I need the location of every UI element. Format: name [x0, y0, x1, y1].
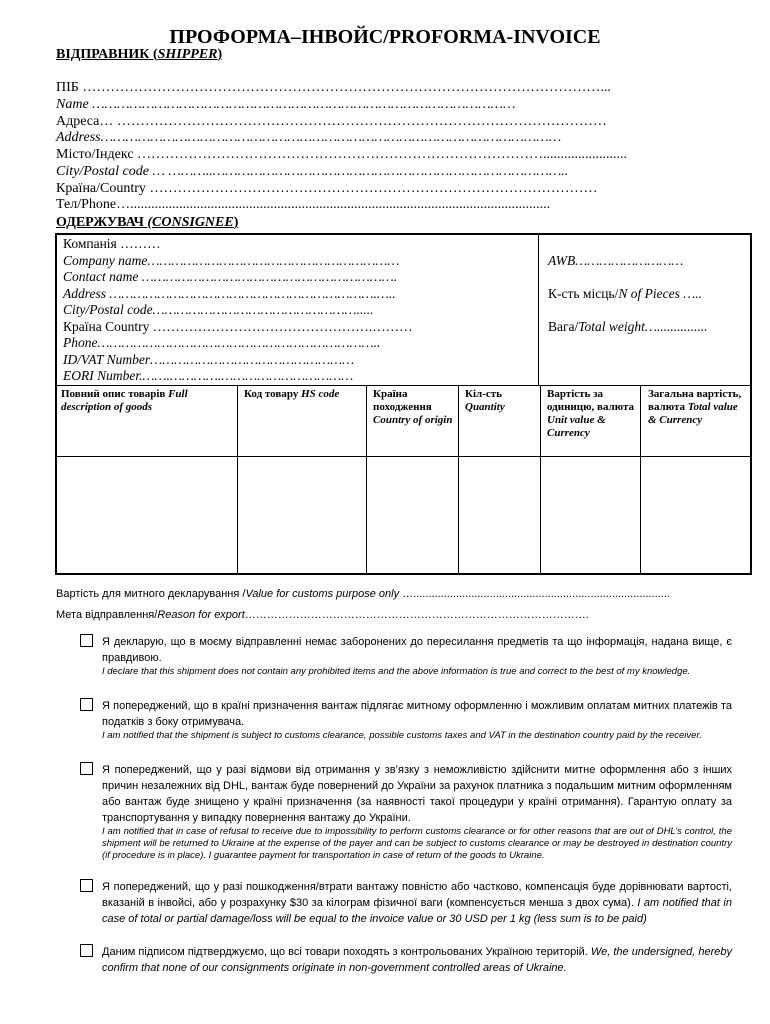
consignee-heading: ОДЕРЖУВАЧ (CONSIGNEE)	[56, 215, 239, 230]
shipper-address-field[interactable]: Address…………………………………………………………………………………………………	[56, 130, 562, 145]
consignee-city-field[interactable]: City/Postal code…………………………………………….....	[63, 302, 374, 317]
col-header-hs-code: Код товару HS code	[244, 388, 340, 400]
cell-total-value[interactable]	[641, 458, 750, 573]
pieces-field[interactable]: К-сть місць/N of Pieces …..	[548, 286, 702, 301]
shipper-name-field[interactable]: Name …………………………………………………………………………………………	[56, 97, 516, 112]
page-title: ПРОФОРМА–ІНВОЙС/PROFORMA-INVOICE	[169, 26, 601, 48]
declaration-1-checkbox[interactable]	[80, 634, 93, 647]
declaration-3-text: Я попереджений, що у разі відмови від отримання у зв’язку з неможливістю здійснити митне оформлення або з інших причин незалежних від DHL, вантаж буде повернений до України за рахунок платника з подальшим митним оформленням або вантаж буде знищено у країні призначення (за наявності такої процедури у країні отримання). Гарантую оплату за транспортування у випадку повернення вантажу до України. I am notified that in case of refusal to receive due to impossibility to perform customs clearance or for other reasons that are out of DHL’s control, the shipment will be returned to Ukraine at the expense of the payer and can be subject to customs clearance or may be destroyed in destination country (if procedure is in place). I guarantee payment for transportation in case of return of the goods to Ukraine.	[102, 764, 732, 861]
col-header-quantity: Кіл-сть Quantity	[465, 388, 505, 413]
col-header-description: Повний опис товарів Full description of goods	[61, 388, 188, 413]
shipper-country-field[interactable]: Країна/Country ……………………………………………………………………………………	[56, 181, 598, 196]
shipper-heading: ВІДПРАВНИК (SHIPPER)	[56, 47, 223, 62]
reason-export-field[interactable]: Мета відправлення/Reason for export………………………………………………………………………………….	[56, 609, 589, 621]
consignee-company-field[interactable]: Company name………………………………………………………	[63, 253, 400, 268]
shipper-address-ua-field[interactable]: Адреса… ……………………………………………………………………………………………	[56, 114, 607, 129]
customs-value-field[interactable]: Вартість для митного декларування /Value for customs purpose only …....................................................................................	[56, 588, 670, 600]
declaration-2-checkbox[interactable]	[80, 698, 93, 711]
col-header-total-value: Загальна вартість, валюта Total value & Currency	[648, 388, 742, 426]
consignee-eori-field[interactable]: EORI Number.…….………….……………………………	[63, 368, 354, 383]
consignee-contact-field[interactable]: Contact name ……………………………………………………….	[63, 269, 398, 284]
consignee-country-field[interactable]: Країна Country ………………………………………….………	[63, 319, 413, 334]
cell-unit-value[interactable]	[541, 458, 639, 573]
col-header-unit-value: Вартість за одиницю, валюта Unit value & Currency	[547, 388, 635, 439]
cell-country-origin[interactable]	[367, 458, 457, 573]
shipper-name-ua-field[interactable]: ПІБ …………………………………………………………………………………………………...	[56, 80, 611, 95]
cell-quantity[interactable]	[459, 458, 539, 573]
shipper-city-field[interactable]: City/Postal code … ………..…………………………………………………………………………..	[56, 164, 569, 179]
cell-description[interactable]	[57, 458, 236, 573]
declaration-5-text: Даним підписом підтверджуємо, що всі товари походять з контрольованих Україною територій. We, the undersigned, hereby confirm that none of our consignments originate in non-government controlled areas of Ukraine.	[102, 946, 732, 974]
cell-hs-code[interactable]	[238, 458, 365, 573]
declaration-1-text: Я декларую, що в моєму відправленні немає заборонених до пересилання предметів та що інформація, надана вище, є правдивою. I declare that this shipment does not contain any prohibited items and the above information is true and correct to the best of my knowledge.	[102, 636, 732, 677]
declaration-3-checkbox[interactable]	[80, 762, 93, 775]
shipper-phone-field[interactable]: Тел/Phone…........................................................................................................................	[56, 197, 551, 212]
declaration-2-text: Я попереджений, що в країні призначення вантаж підлягає митному оформленню і можливим оплатам митних платежів та податків з боку отримувача. I am notified that the shipment is subject to customs clearance, possible customs taxes and VAT in the destination country paid by the receiver.	[102, 700, 732, 741]
shipper-city-ua-field[interactable]: Місто/Індекс ……………………………………………………………………………........................	[56, 147, 628, 162]
declaration-5-checkbox[interactable]	[80, 944, 93, 957]
declaration-4-checkbox[interactable]	[80, 879, 93, 892]
weight-field[interactable]: Вага/Total weight…...............	[548, 319, 708, 334]
awb-field[interactable]: AWB………………………	[548, 253, 684, 268]
col-header-country-origin: Країна походження Country of origin	[373, 388, 453, 426]
consignee-address-field[interactable]: Address ………………………………………………………….…..	[63, 286, 396, 301]
consignee-phone-field[interactable]: Phone……………………………………………………………..	[63, 335, 381, 350]
consignee-vat-field[interactable]: ID/VAT Number……………………………………………	[63, 352, 355, 367]
declaration-4-text: Я попереджений, що у разі пошкодження/втрати вантажу повністю або частково, компенсація буде дорівнювати вартості, вказаній в інвойсі, або у розрахунку $30 за кілограм фізичної ваги (компенсується менша з двох сума). I am notified that in case of total or partial damage/loss will be equal to the invoice value or 30 USD per 1 kg (less sum is to be paid)	[102, 881, 732, 925]
consignee-company-ua-field[interactable]: Компанія ………	[63, 236, 161, 251]
